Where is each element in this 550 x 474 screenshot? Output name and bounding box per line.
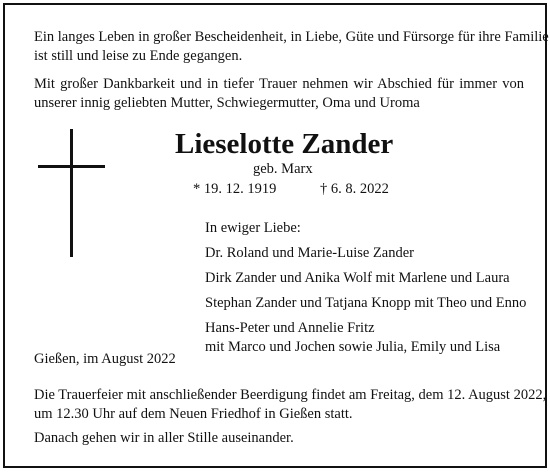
farewell-line-1: Mit großer Dankbarkeit und in tiefer Trauer nehmen wir Abschied für immer von [34,76,524,92]
mourner-entry: Dirk Zander und Anika Wolf mit Marlene und Laura [205,270,510,286]
mourner-entry: Hans-Peter und Annelie Fritz [205,320,375,336]
cross-icon [70,129,73,257]
cross-icon-bar [38,165,105,168]
death-notice [3,3,547,468]
mourners-list [205,219,526,363]
mourner-entry: Dr. Roland und Marie-Luise Zander [205,245,414,261]
funeral-line-1: Die Trauerfeier mit anschließender Beerdigung findet am Freitag, dem 12. August 2022, [34,387,547,403]
funeral-line-3: Danach gehen wir in aller Stille auseinander. [34,430,294,446]
maiden-name: geb. Marx [253,161,313,177]
life-dates [193,180,389,199]
mourners-heading: In ewiger Liebe: [205,220,301,236]
deceased-name: Lieselotte Zander [175,128,394,160]
intro-line-1: Ein langes Leben in großer Bescheidenheit, in Liebe, Güte und Fürsorge für ihre Familie [34,29,549,45]
intro-line-2: ist still und leise zu Ende gegangen. [34,48,243,64]
mourner-entry: Stephan Zander und Tatjana Knopp mit Theo und Enno [205,295,527,311]
birth-date: * 19. 12. 1919 [193,181,277,197]
mourner-entry: mit Marco und Jochen sowie Julia, Emily und Lisa [205,339,501,355]
farewell-line-2: unserer innig geliebten Mutter, Schwiegermutter, Oma und Uroma [34,95,420,111]
funeral-line-2: um 12.30 Uhr auf dem Neuen Friedhof in Gießen statt. [34,406,353,422]
place-date: Gießen, im August 2022 [34,351,176,367]
death-date: † 6. 8. 2022 [320,181,389,197]
